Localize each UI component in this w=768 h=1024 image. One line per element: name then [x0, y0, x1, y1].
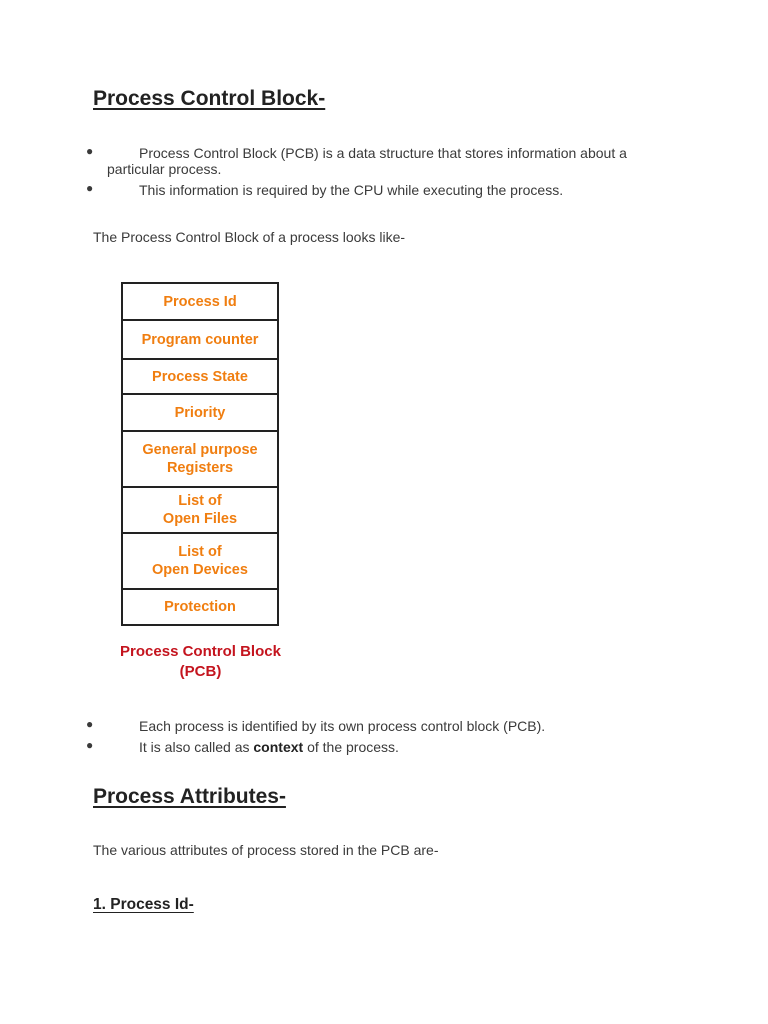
pcb-cell-open-devices: List of Open Devices	[123, 534, 277, 590]
bullet-icon: ●	[86, 717, 94, 731]
pcb-diagram	[121, 282, 279, 626]
bullet-text: Each process is identified by its own process control block (PCB).	[139, 718, 546, 734]
section-title-process-attributes: Process Attributes-	[93, 785, 286, 808]
pcb-cell-priority: Priority	[123, 395, 277, 432]
bullet-text-continued: particular process.	[107, 161, 222, 177]
bullet-text: Process Control Block (PCB) is a data structure that stores information about a	[139, 145, 627, 161]
pcb-cell-general-registers: General purpose Registers	[123, 432, 277, 488]
section-title-process-control-block: Process Control Block-	[93, 87, 326, 110]
pcb-cell-protection: Protection	[164, 599, 236, 615]
pcb-intro-text: The Process Control Block of a process looks like-	[93, 229, 406, 245]
pcb-cell-program-counter: Program counter	[123, 321, 277, 360]
pcb-cell-process-state: Process State	[123, 360, 277, 395]
attributes-intro-text: The various attributes of process stored in the PCB are-	[93, 842, 439, 858]
pcb-cell-open-files: List of Open Files	[123, 488, 277, 534]
bullet-text: It is also called as context of the process.	[139, 739, 399, 755]
context-term: context	[253, 739, 304, 755]
pcb-diagram-caption: Process Control Block (PCB)	[120, 643, 281, 680]
bullet-text: This information is required by the CPU while executing the process.	[139, 182, 564, 198]
subheading-process-id: 1. Process Id-	[93, 896, 194, 913]
bullet-icon: ●	[86, 181, 94, 195]
bullet-icon: ●	[86, 738, 94, 752]
bullet-icon: ●	[86, 144, 94, 158]
pcb-cell-process-id: Process Id	[123, 284, 277, 321]
